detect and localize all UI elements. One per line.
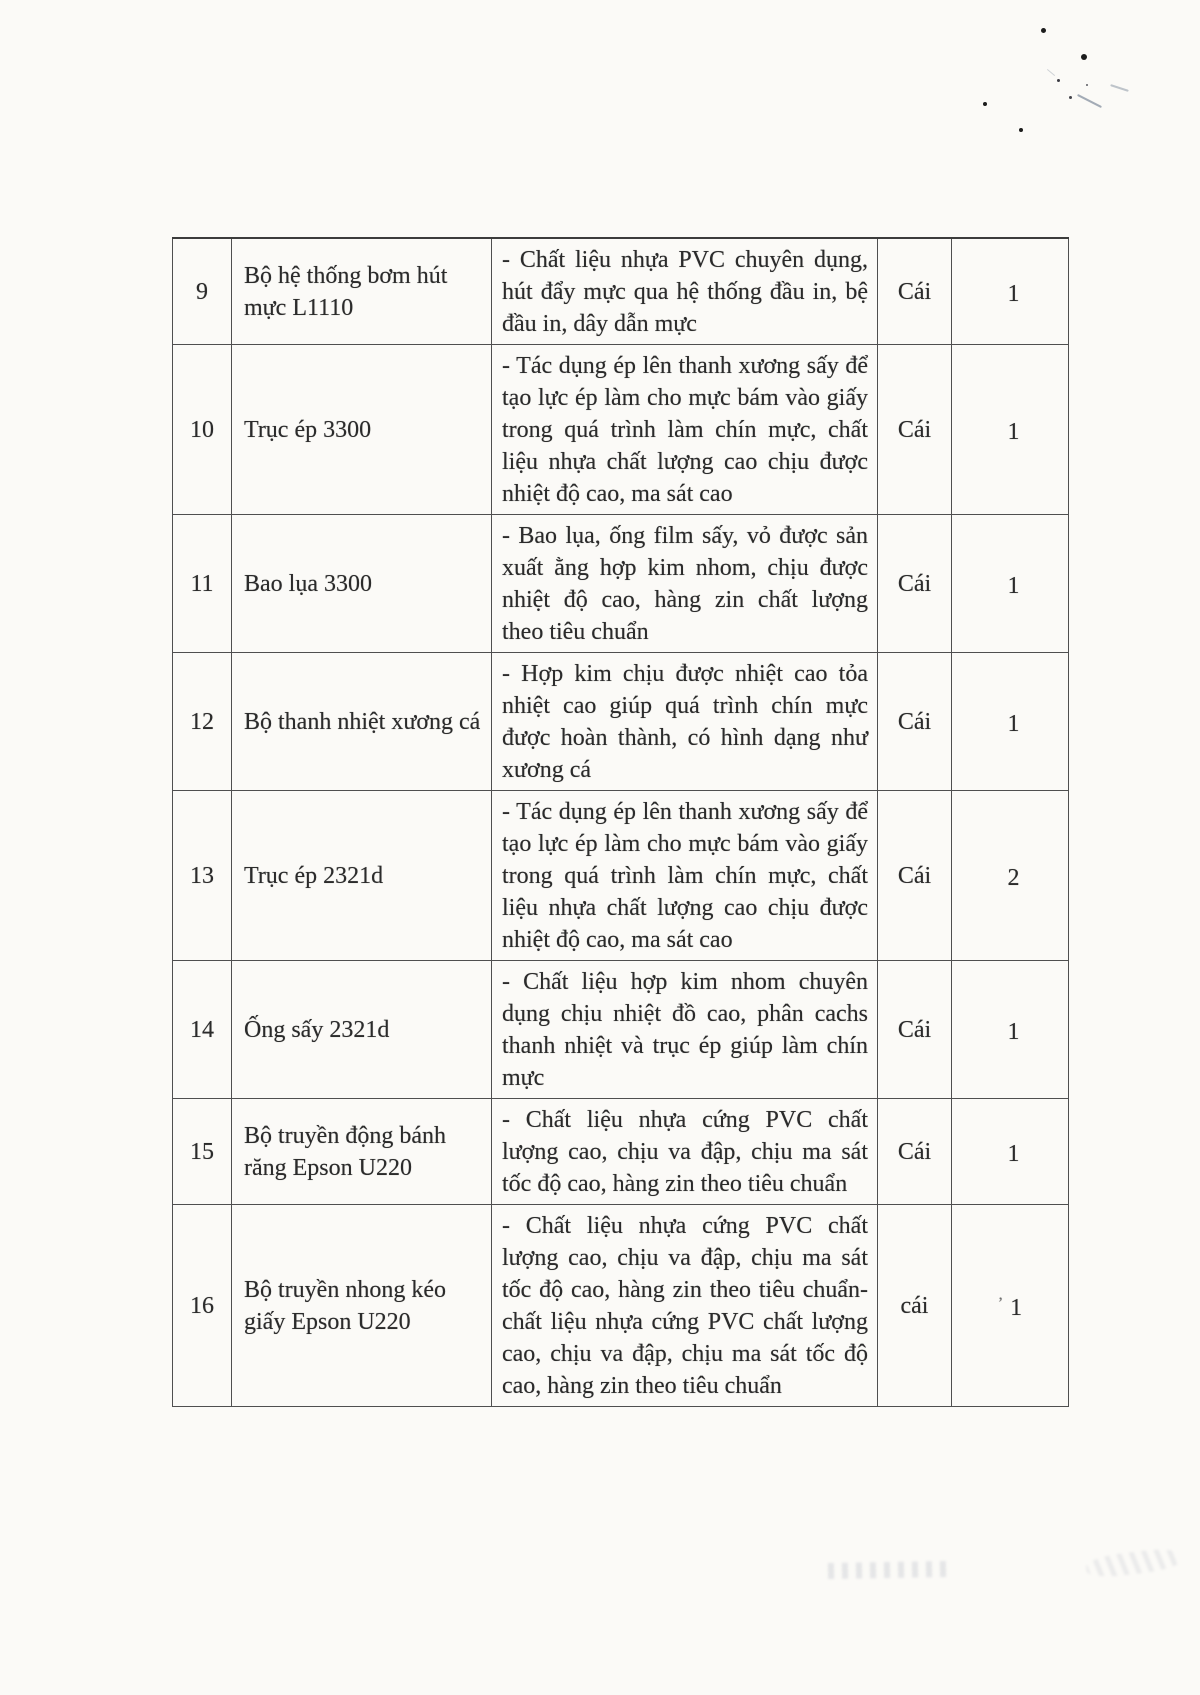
qty-cell — [952, 238, 1069, 345]
qty-cell — [952, 961, 1069, 1099]
pen-stroke — [1077, 94, 1102, 108]
unit-cell: cái — [878, 1205, 952, 1407]
item-name-cell: Bộ hệ thống bơm hút mực L1110 — [232, 238, 492, 345]
item-desc-cell: - Chất liệu nhựa cứng PVC chất lượng cao, chịu va đập, chịu ma sát tốc độ cao, hàng zin theo tiêu chuẩn- chất liệu nhựa cứng PVC chất lượng cao, chịu va đập, chịu ma sát tốc độ cao, hàng zin theo tiêu chuẩn — [492, 1205, 878, 1407]
supplies-table — [172, 237, 1069, 1407]
qty-value: 1 — [1007, 1140, 1020, 1167]
qty-cell — [952, 653, 1069, 791]
row-number-cell: 13 — [173, 791, 232, 961]
item-desc-cell: - Bao lụa, ống film sấy, vỏ được sản xuất ằng hợp kim nhom, chịu được nhiệt độ cao, hàng zin chất lượng theo tiêu chuẩn — [492, 515, 878, 653]
item-name-cell: Bộ truyền nhong kéo giấy Epson U220 — [232, 1205, 492, 1407]
unit-cell: Cái — [878, 961, 952, 1099]
qty-value: 1 — [1007, 280, 1020, 307]
item-desc-cell: - Chất liệu hợp kim nhom chuyên dụng chịu nhiệt đồ cao, phân cachs thanh nhiệt và trục ép giúp làm chín mực — [492, 961, 878, 1099]
qty-value: 1 — [1007, 572, 1020, 599]
item-name-cell: Bao lụa 3300 — [232, 515, 492, 653]
qty-cell — [952, 515, 1069, 653]
ink-dot — [1019, 128, 1023, 132]
row-number-cell: 15 — [173, 1099, 232, 1205]
item-name-cell: Ống sấy 2321d — [232, 961, 492, 1099]
row-number-cell: 11 — [173, 515, 232, 653]
item-name-cell: Bộ thanh nhiệt xương cá — [232, 653, 492, 791]
item-name-cell: Bộ truyền động bánh răng Epson U220 — [232, 1099, 492, 1205]
unit-cell: Cái — [878, 238, 952, 345]
item-desc-cell: - Hợp kim chịu được nhiệt cao tỏa nhiệt cao giúp quá trình chín mực được hoàn thành, có hình dạng như xương cá — [492, 653, 878, 791]
qty-value: 1 — [1007, 1018, 1020, 1045]
row-number-cell: 10 — [173, 345, 232, 515]
item-desc-cell: - Tác dụng ép lên thanh xương sấy để tạo lực ép làm cho mực bám vào giấy trong quá trình làm chín mực, chất liệu nhựa chất lượng cao chịu được nhiệt độ cao, ma sát cao — [492, 791, 878, 961]
pen-stroke — [1110, 84, 1129, 92]
ink-dot — [1057, 79, 1060, 82]
qty-value: 1 — [1007, 418, 1020, 445]
ink-dot — [1041, 28, 1046, 33]
qty-cell — [952, 1099, 1069, 1205]
table-row — [173, 238, 1069, 345]
scan-tick-mark: ʼ — [997, 1294, 1004, 1312]
table-row — [173, 515, 1069, 653]
row-number-cell: 16 — [173, 1205, 232, 1407]
item-desc-cell: - Chất liệu nhựa cứng PVC chất lượng cao, chịu va đập, chịu ma sát tốc độ cao, hàng zin theo tiêu chuẩn — [492, 1099, 878, 1205]
pen-stroke — [1047, 69, 1055, 76]
ink-dot — [983, 102, 987, 106]
table-row — [173, 1099, 1069, 1205]
row-number-cell: 12 — [173, 653, 232, 791]
scan-smudge — [1085, 1546, 1183, 1580]
table-row — [173, 653, 1069, 791]
qty-value: 1 — [1010, 1294, 1023, 1321]
scan-smudge — [828, 1561, 946, 1579]
unit-cell: Cái — [878, 653, 952, 791]
item-desc-cell: - Tác dụng ép lên thanh xương sấy để tạo lực ép làm cho mực bám vào giấy trong quá trình làm chín mực, chất liệu nhựa chất lượng cao chịu được nhiệt độ cao, ma sát cao — [492, 345, 878, 515]
ink-dot — [1086, 84, 1088, 86]
qty-value: 1 — [1007, 710, 1020, 737]
qty-cell — [952, 1205, 1069, 1407]
table-row — [173, 961, 1069, 1099]
qty-cell — [952, 791, 1069, 961]
ink-dot — [1081, 54, 1087, 60]
unit-cell: Cái — [878, 515, 952, 653]
unit-cell: Cái — [878, 1099, 952, 1205]
qty-cell — [952, 345, 1069, 515]
table-row — [173, 345, 1069, 515]
table-row — [173, 791, 1069, 961]
item-desc-cell: - Chất liệu nhựa PVC chuyên dụng, hút đẩy mực qua hệ thống đầu in, bệ đầu in, dây dẫn mực — [492, 238, 878, 345]
row-number-cell: 14 — [173, 961, 232, 1099]
table-row — [173, 1205, 1069, 1407]
ink-dot — [1069, 96, 1072, 99]
row-number-cell: 9 — [173, 238, 232, 345]
unit-cell: Cái — [878, 791, 952, 961]
qty-value: 2 — [1007, 864, 1020, 891]
item-name-cell: Trục ép 2321d — [232, 791, 492, 961]
unit-cell: Cái — [878, 345, 952, 515]
item-name-cell: Trục ép 3300 — [232, 345, 492, 515]
